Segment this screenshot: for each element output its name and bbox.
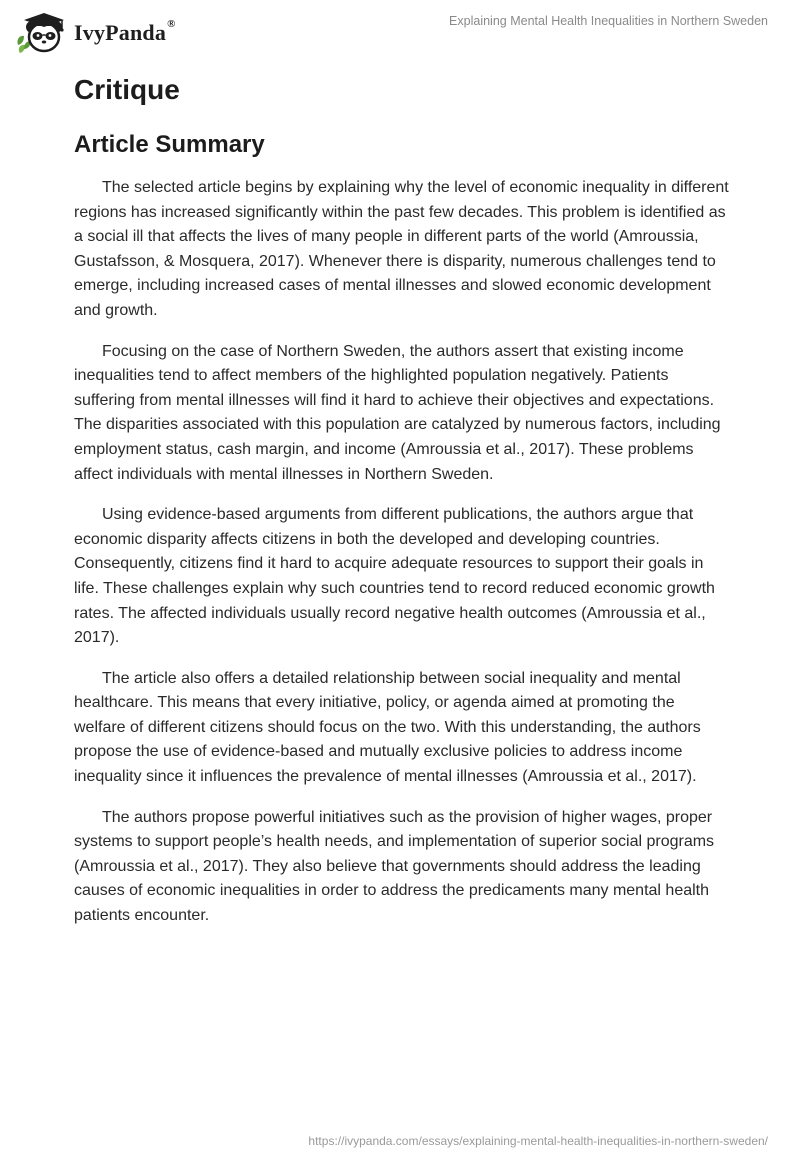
panda-graduation-cap-icon: [14, 9, 72, 55]
section-heading: Critique: [74, 74, 180, 105]
paragraph-4: The article also offers a detailed relationship between social inequality and mental healthcare. This means that every initiative, policy, or agenda aimed at promoting the welfare of different citizens should focus on the two. With this understanding, the authors propose the use of evidence-based and mutually exclusive policies to address income inequality since it influences the prevalence of mental illnesses (Amroussia et al., 2017).: [74, 669, 701, 786]
paragraph-3: Using evidence-based arguments from different publications, the authors argue that economic disparity affects citizens in both the developed and developing countries. Consequently, citizens find it hard to acquire adequate resources to support their goals in life. These challenges explain why such countries tend to record reduced economic growth rates. The affected individuals usually record negative health outcomes (Amroussia et al., 2017).: [74, 506, 715, 647]
ivypanda-logo[interactable]: [14, 9, 176, 55]
source-url[interactable]: https://ivypanda.com/essays/explaining-mental-health-inequalities-in-northern-sweden/: [308, 1134, 768, 1148]
paragraph-5: The authors propose powerful initiatives such as the provision of higher wages, proper systems to support people’s health needs, and implementation of superior social programs (Amroussia et al., 2017). They also believe that governments should address the leading causes of economic inequalities in order to address the predicaments many mental health patients encounter.: [74, 808, 715, 925]
paragraph-1: The selected article begins by explaining why the level of economic inequality in different regions has increased significantly within the past few decades. This problem is identified as a social ill that affects the lives of many people in different parts of the world (Amroussia, Gustafsson, & Mosquera, 2017). Whenever there is disparity, numerous challenges tend to emerge, including increased cases of mental illnesses and slowed economic development and growth.: [74, 179, 729, 319]
logo-wordmark: IvyPanda®: [74, 18, 176, 45]
page-header: [0, 0, 800, 60]
article-body: [74, 70, 730, 945]
registered-mark: ®: [167, 18, 176, 30]
subsection-heading: Article Summary: [74, 131, 265, 158]
document-title: Explaining Mental Health Inequalities in Northern Sweden: [449, 14, 768, 28]
paragraph-2: Focusing on the case of Northern Sweden, the authors assert that existing income inequalities tend to affect members of the highlighted population negatively. Patients suffering from mental illnesses will find it hard to achieve their objectives and expectations. The disparities associated with this population are catalyzed by numerous factors, including employment status, cash margin, and income (Amroussia et al., 2017). These problems affect individuals with mental illnesses in Northern Sweden.: [74, 342, 721, 483]
